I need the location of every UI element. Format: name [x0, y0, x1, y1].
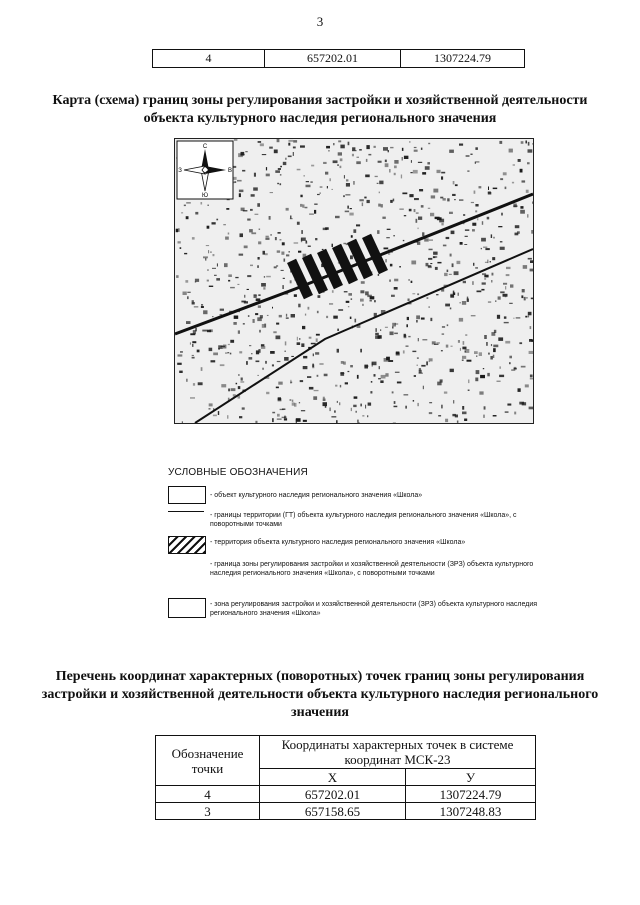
map-title: Карта (схема) границ зоны регулирования застройки и хозяйственной деятельности объекта культурного наследия регионального значения	[52, 93, 588, 126]
legend-item-territory-boundary	[168, 511, 558, 533]
y-cell: 1307224.79	[401, 50, 525, 68]
table-header-row	[156, 736, 536, 769]
header-x: X	[260, 769, 406, 786]
compass-rose-icon	[177, 141, 233, 199]
top-coordinates-table	[152, 49, 525, 68]
legend-text: - зона регулирования застройки и хозяйственной деятельности (ЗРЗ) объекта культурного наследия регионального значения «Школа»	[210, 601, 538, 617]
coordinates-table	[155, 735, 536, 820]
compass-east-label: В	[227, 168, 233, 174]
header-y: У	[406, 769, 536, 786]
table-row	[156, 786, 536, 803]
x-cell: 657158.65	[260, 803, 406, 820]
point-cell: 4	[156, 786, 260, 803]
compass-south-label: Ю	[201, 193, 209, 199]
legend-item-heritage-object	[168, 486, 558, 506]
table-row	[153, 50, 525, 68]
legend-swatch-empty	[168, 598, 206, 618]
compass-north-label: С	[202, 144, 208, 150]
x-cell: 657202.01	[265, 50, 401, 68]
point-cell: 4	[153, 50, 265, 68]
map-image	[174, 138, 534, 424]
y-cell: 1307224.79	[406, 786, 536, 803]
legend-item-zrz-boundary	[168, 560, 558, 592]
legend-text: - объект культурного наследия регионального значения «Школа»	[210, 492, 423, 499]
header-point: Обозначение точки	[156, 736, 260, 786]
legend-text: - границы территории (ГТ) объекта культурного наследия регионального значения «Школа», с поворотными точками	[210, 512, 517, 528]
compass-west-label: З	[178, 168, 182, 174]
coordinates-title: Перечень координат характерных (поворотных) точек границ зоны регулирования застройки и хозяйственной деятельности объекта культурного наследия регионального значения	[41, 669, 599, 720]
page-number: 3	[316, 14, 324, 29]
legend-text: - территория объекта культурного наследия регионального значения «Школа»	[210, 539, 466, 546]
y-cell: 1307248.83	[406, 803, 536, 820]
legend-item-territory	[168, 536, 558, 554]
legend-text: - граница зоны регулирования застройки и хозяйственной деятельности (ЗРЗ) объекта культурного наследия регионального значения «Школа», с поворотными точками	[210, 561, 534, 577]
header-coordinates: Координаты характерных точек в системе координат МСК-23	[260, 736, 536, 769]
x-cell: 657202.01	[260, 786, 406, 803]
table-row	[156, 803, 536, 820]
legend-swatch-hatched	[168, 536, 206, 554]
legend-swatch-empty	[168, 486, 206, 504]
legend-title: УСЛОВНЫЕ ОБОЗНАЧЕНИЯ	[168, 467, 308, 478]
point-cell: 3	[156, 803, 260, 820]
legend-swatch-line	[168, 511, 204, 512]
legend-item-zrz-zone	[168, 598, 558, 620]
aerial-photo	[175, 139, 533, 423]
